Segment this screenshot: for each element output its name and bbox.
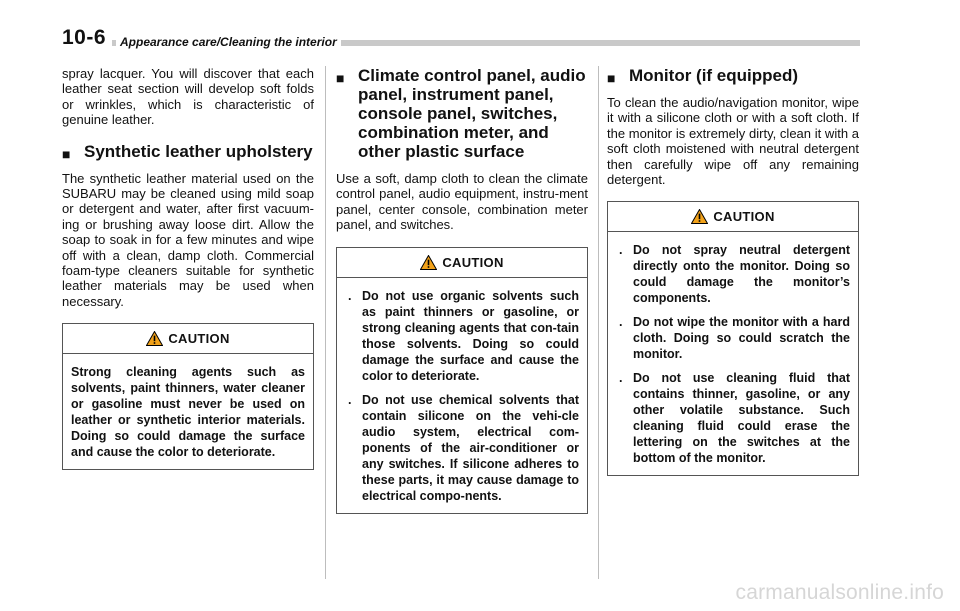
- caution-text: Strong cleaning agents such as solvents, paint thinners, water cleaner or gasoline must never be used on leather or synthetic interior materials. Doing so could damage the surface and cause the color to deteriorate.: [71, 365, 305, 460]
- column-left: [62, 66, 314, 470]
- warning-triangle-icon: [691, 209, 708, 224]
- warning-triangle-icon: [146, 331, 163, 346]
- intro-paragraph: spray lacquer. You will discover that each leather seat section will develop soft folds or wrinkles, which is characteristic of genuine leather.: [62, 66, 314, 128]
- body-paragraph: The synthetic leather material used on the SUBARU may be cleaned using mild soap or detergent and water, after first vacuum-ing or brushing away loose dirt. Allow the soap to soak in for a few minutes and wipe off with a clean, damp cloth. Commercial foam-type cleaners suitable for synthetic leather materials may be used when necessary.: [62, 170, 314, 309]
- caution-list: [616, 242, 850, 466]
- caution-label: CAUTION: [168, 331, 230, 347]
- caution-item: . Do not wipe the monitor with a hard cloth. Doing so could scratch the monitor.: [619, 315, 850, 362]
- caution-box: [336, 247, 588, 514]
- bullet-mark: .: [619, 371, 623, 386]
- section-title: Appearance care/Cleaning the interior: [116, 35, 341, 49]
- caution-header: [337, 248, 587, 278]
- heading-text: Synthetic leather upholstery: [84, 141, 313, 161]
- caution-list: [345, 288, 579, 504]
- square-marker-icon: ■: [62, 145, 71, 162]
- bullet-mark: .: [619, 315, 623, 330]
- section-heading: [62, 142, 314, 161]
- caution-header: [608, 202, 858, 232]
- caution-header: [63, 324, 313, 354]
- heading-text: Climate control panel, audio panel, instrument panel, console panel, switches, combination meter, and other plastic surface: [358, 66, 586, 161]
- caution-label: CAUTION: [713, 209, 775, 225]
- body-paragraph: Use a soft, damp cloth to clean the climate control panel, audio equipment, instru-ment panel, center console, combination meter panel, and switches.: [336, 171, 588, 233]
- column-divider: [325, 66, 326, 579]
- watermark: carmanualsonline.info: [735, 581, 944, 604]
- caution-item: . Do not use cleaning fluid that contains thinner, gasoline, or any other volatile substance. Such cleaning fluid could erase the lettering on the switches at the bottom of the monitor.: [619, 371, 850, 466]
- caution-item: . Do not use organic solvents such as paint thinners or gasoline, or strong cleaning agents that con-tain those solvents. Doing so could damage the surface and cause the color to deteriorate.: [348, 288, 579, 383]
- column-right: [607, 66, 859, 476]
- heading-text: Monitor (if equipped): [629, 66, 799, 85]
- section-heading: [336, 66, 588, 161]
- body-paragraph: To clean the audio/navigation monitor, wipe it with a silicone cloth or with a soft cloth. If the monitor is extremely dirty, clean it with a soft cloth moistened with neutral detergent then carefully wipe off any remaining detergent.: [607, 95, 859, 188]
- warning-triangle-icon: [420, 255, 437, 270]
- square-marker-icon: ■: [336, 70, 345, 86]
- caution-box: [62, 323, 314, 470]
- caution-item: . Do not use chemical solvents that contain silicone on the vehi-cle audio system, electrical com-ponents of the air-conditioner or any switches. If silicone adheres to these parts, it may cause damage to electrical compo-nents.: [348, 392, 579, 503]
- caution-item: . Do not spray neutral detergent directly onto the monitor. Doing so could damage the monitor’s components.: [619, 243, 850, 306]
- square-marker-icon: ■: [607, 70, 616, 86]
- page-number: 10-6: [62, 26, 112, 50]
- caution-box: [607, 201, 859, 476]
- bullet-mark: .: [619, 243, 623, 258]
- bullet-mark: .: [348, 392, 352, 407]
- column-divider: [598, 66, 599, 579]
- page-header: [62, 26, 860, 52]
- column-middle: [336, 66, 588, 514]
- section-heading: [607, 66, 859, 85]
- caution-label: CAUTION: [442, 254, 504, 270]
- bullet-mark: .: [348, 288, 352, 303]
